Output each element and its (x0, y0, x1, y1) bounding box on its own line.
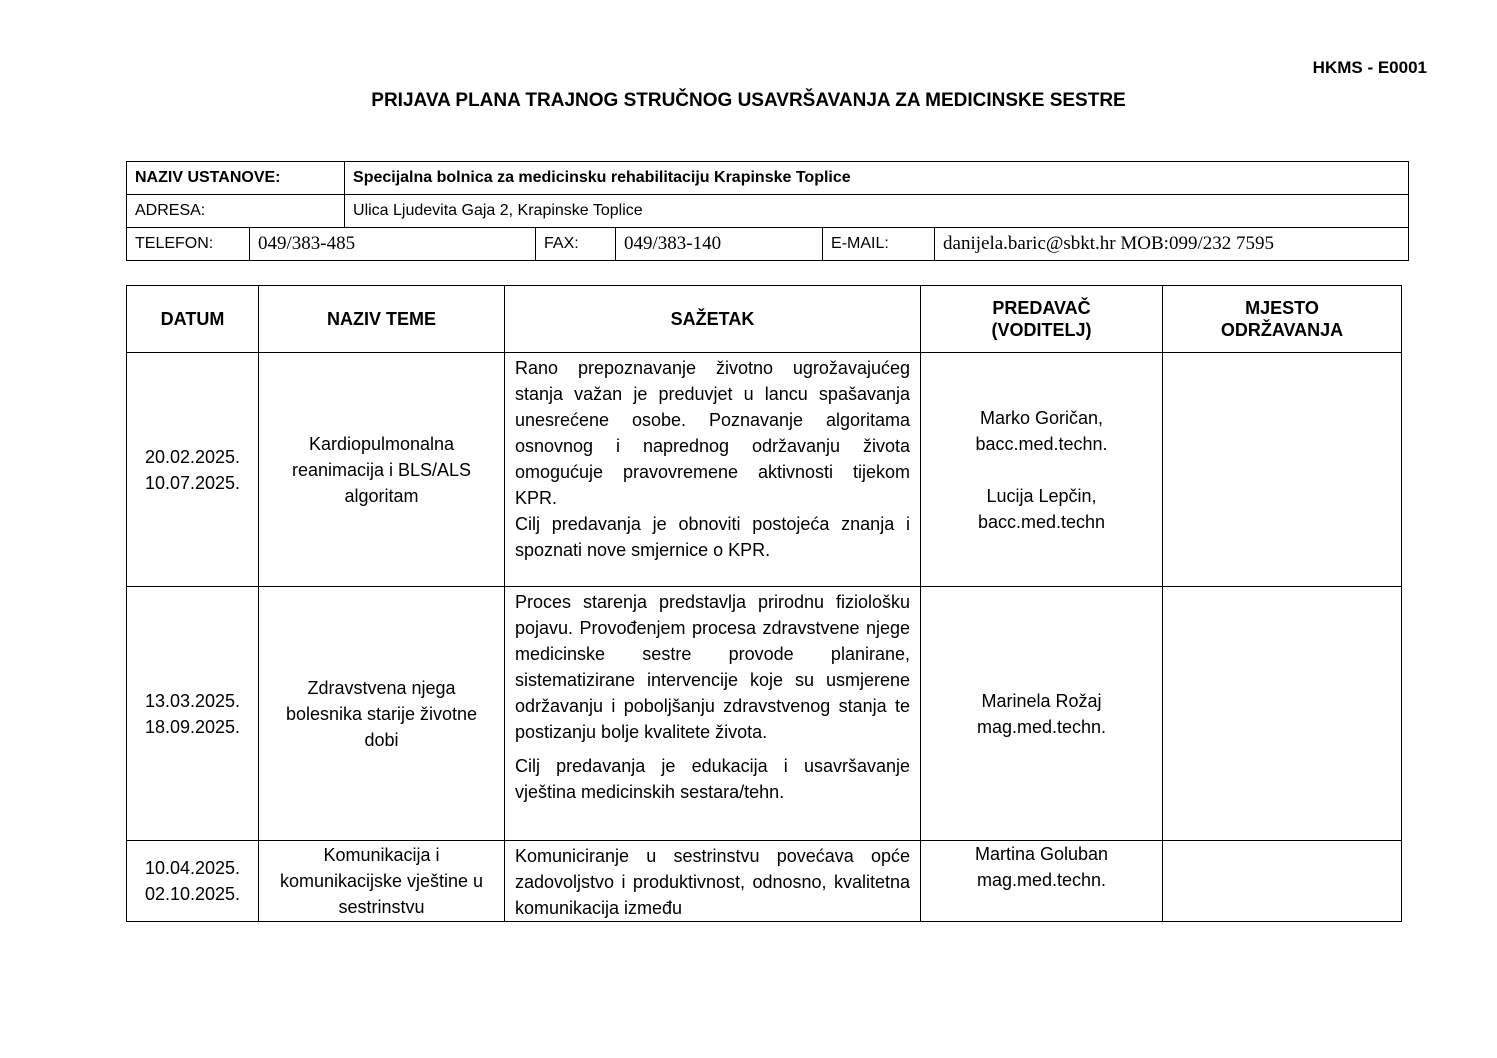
date-2: 10.07.2025. (144, 472, 241, 493)
education-plan-table (126, 285, 1402, 922)
header-place (1163, 286, 1402, 353)
document-title: PRIJAVA PLANA TRAJNOG STRUČNOG USAVRŠAVANJA ZA MEDICINSKE SESTRE (371, 90, 1126, 111)
summary-cell (505, 587, 921, 841)
lecturer-title: bacc.med.techn. (975, 433, 1108, 454)
summary-paragraph: Cilj predavanja je obnoviti postojeća znanja i spoznati nove smjernice o KPR. (515, 514, 910, 560)
institution-name-label: NAZIV USTANOVE: (127, 162, 345, 195)
institution-info-table (126, 161, 1409, 261)
phone-value: 049/383-485 (250, 228, 536, 261)
topic-line: dobi (364, 729, 399, 750)
lecturer-cell (921, 353, 1163, 587)
date-1: 20.02.2025. (144, 446, 241, 467)
table-row (127, 587, 1402, 841)
header-lecturer-line2: (VODITELJ) (991, 320, 1092, 340)
place-cell (1163, 353, 1402, 587)
topic-line: algoritam (344, 485, 419, 506)
topic-line: komunikacijske vještine u (279, 871, 484, 891)
date-cell (127, 587, 259, 841)
date-1: 13.03.2025. (144, 690, 241, 711)
date-1: 10.04.2025. (144, 858, 241, 878)
document-code: HKMS - E0001 (1312, 58, 1427, 77)
fax-label: FAX: (536, 228, 616, 261)
plan-header-row (127, 286, 1402, 353)
summary-cell (505, 841, 921, 922)
lecturer-name: Lucija Lepčin, (986, 485, 1097, 506)
institution-name-value: Specijalna bolnica za medicinsku rehabilitaciju Krapinske Toplice (345, 162, 1409, 195)
fax-value: 049/383-140 (616, 228, 823, 261)
address-label: ADRESA: (127, 195, 345, 228)
header-lecturer (921, 286, 1163, 353)
topic-line: Komunikacija i (323, 845, 440, 865)
summary-paragraph: Cilj predavanja je edukacija i usavršavanje vještina medicinskih sestara/tehn. (515, 756, 910, 802)
email-value: danijela.baric@sbkt.hr MOB:099/232 7595 (935, 228, 1409, 261)
topic-cell (259, 587, 505, 841)
date-2: 02.10.2025. (144, 884, 241, 904)
table-row (127, 841, 1402, 922)
lecturer-title: mag.med.techn. (976, 870, 1107, 890)
topic-line: sestrinstvu (338, 897, 425, 917)
topic-line: Zdravstvena njega (307, 677, 456, 698)
lecturer-cell (921, 587, 1163, 841)
spacer (929, 457, 1154, 483)
address-value: Ulica Ljudevita Gaja 2, Krapinske Toplice (345, 195, 1409, 228)
institution-contact-row (127, 228, 1409, 261)
header-lecturer-line1: PREDAVAČ (992, 298, 1091, 318)
topic-line: bolesnika starije životne (285, 703, 478, 724)
place-cell (1163, 587, 1402, 841)
date-cell (127, 353, 259, 587)
institution-address-row (127, 195, 1409, 228)
topic-line: reanimacija i BLS/ALS (291, 459, 472, 480)
header-place-line1: MJESTO (1245, 298, 1319, 318)
summary-paragraph: Proces starenja predstavlja prirodnu fiziološku pojavu. Provođenjem procesa zdravstvene njege medicinske sestre provode planirane, sistematizirane intervencije koje su usmjerene održavanju i poboljšanju zdravstvenog stanja te postizanju bolje kvalitete života. (515, 592, 910, 742)
phone-label: TELEFON: (127, 228, 250, 261)
date-cell (127, 841, 259, 922)
lecturer-name: Marko Goričan, (979, 407, 1104, 428)
topic-cell (259, 841, 505, 922)
lecturer-cell (921, 841, 1163, 922)
topic-cell (259, 353, 505, 587)
header-topic: NAZIV TEME (259, 286, 505, 353)
lecturer-title: bacc.med.techn (977, 511, 1106, 532)
lecturer-name: Marinela Rožaj (981, 690, 1102, 711)
summary-cell (505, 353, 921, 587)
topic-line: Kardiopulmonalna (308, 433, 455, 454)
header-summary: SAŽETAK (505, 286, 921, 353)
summary-paragraph: Rano prepoznavanje životno ugrožavajućeg stanja važan je preduvjet u lancu spašavanja unesrećene osobe. Poznavanje algoritama osnovnog i naprednog održavanju života omogućuje pravovremene aktivnosti tijekom KPR. (515, 358, 910, 508)
summary-paragraph: Komuniciranje u sestrinstvu povećava opće zadovoljstvo i produktivnost, odnosno, kvalitetna komunikacija između (515, 846, 910, 918)
date-2: 18.09.2025. (144, 716, 241, 737)
place-cell (1163, 841, 1402, 922)
header-date: DATUM (127, 286, 259, 353)
table-row (127, 353, 1402, 587)
institution-name-row (127, 162, 1409, 195)
header-place-line2: ODRŽAVANJA (1220, 320, 1344, 340)
lecturer-title: mag.med.techn. (976, 716, 1107, 737)
lecturer-name: Martina Goluban (974, 844, 1109, 864)
email-label: E-MAIL: (823, 228, 935, 261)
